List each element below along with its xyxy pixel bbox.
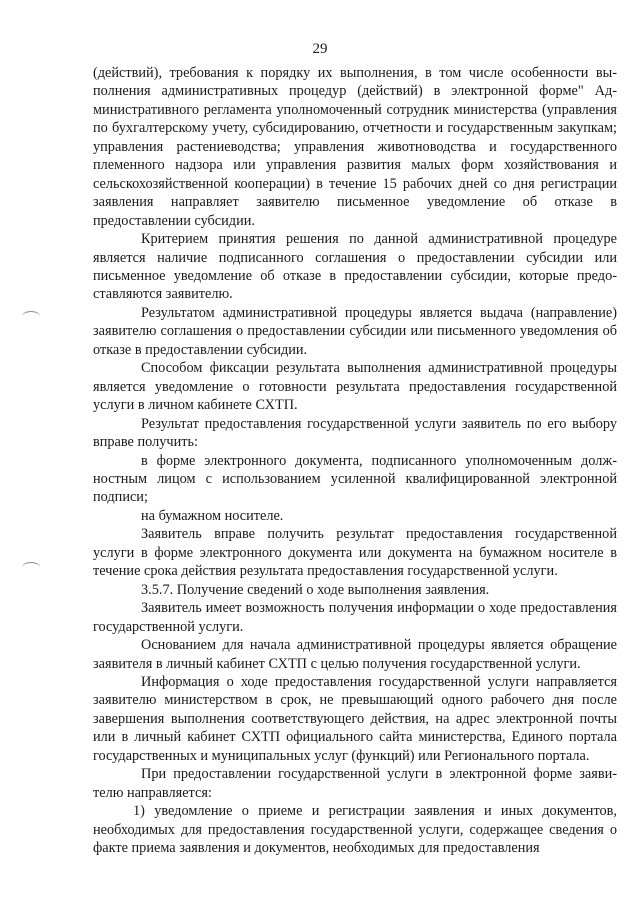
paragraph-continuation: (действий), требования к порядку их выполнения, в том числе особенности выполнения административных процедур (действий) в электронной форме" Административного регламента уполномоченный сотрудник министерства (управления по бухгалтерскому учету, субсидированию, отчетности и государственным закупкам; управления растениеводства; управления животноводства и государственного племенного надзора или управления развития малых форм хозяйствования и сельскохозяйственной кооперации) в течение 15 рабочих дней со дня регистрации заявления направляет заявителю письменное уведомление об отказе в предоставлении субсидии. xyxy=(93,65,617,229)
list-item-electronic-document: в форме электронного документа, подписанного уполномоченным должностным лицом с использованием усиленной квалифицированной электронной подписи; xyxy=(93,452,617,506)
paragraph-progress-info: Заявитель имеет возможность получения информации о ходе предоставления государственной услуги. xyxy=(93,600,617,635)
paragraph-progress-delivery: Информация о ходе предоставления государственной услуги направляется заявителю министерством в срок, не превышающий одного рабочего дня после завершения выполнения соответствующего действия, на адрес электронной почты или в личный кабинет СХТП официального сайта министерства, Единого портала государственных и муниципальных услуг (функций) или Регионального портала. xyxy=(93,673,617,764)
paragraph-electronic-notices: При предоставлении государственной услуги в электронной форме заявителю направляется: xyxy=(93,766,617,801)
paragraph-result-options: Результат предоставления государственной услуги заявитель по его выбору вправе получить: xyxy=(93,415,617,451)
page-number: 29 xyxy=(312,41,328,57)
document-body xyxy=(93,64,617,857)
margin-pencil-mark xyxy=(22,311,40,322)
list-item-1-acceptance-notice: 1) уведомление о приеме и регистрации заявления и иных документов, необходимых для предоставления государственной услуги, содержащее сведения о факте приема заявления и документов, необходимых для предоставления xyxy=(93,803,617,857)
paragraph-procedure-result: Результатом административной процедуры является выдача (направление) заявителю соглашения о предоставлении субсидии или письменного уведомления об отказе в предоставлении субсидии. xyxy=(93,304,617,358)
paragraph-decision-criterion: Критерием принятия решения по данной административной процедуре является наличие подписанного соглашения о предоставлении субсидии или письменное уведомление об отказе в предоставлении субсидии, которые предоставляются заявителю. xyxy=(93,231,617,303)
paragraph-result-validity: Заявитель вправе получить результат предоставления государственной услуги в форме электронного документа или документа на бумажном носителе в течение срока действия результата предоставления государственной услуги. xyxy=(93,526,617,580)
paragraph-procedure-basis: Основанием для начала административной процедуры является обращение заявителя в личный кабинет СХТП с целью получения государственной услуги. xyxy=(93,637,617,672)
margin-pencil-mark xyxy=(22,562,40,573)
list-item-paper-medium: на бумажном носителе. xyxy=(141,507,284,524)
section-heading-3-5-7: 3.5.7. Получение сведений о ходе выполнения заявления. xyxy=(141,581,490,598)
paragraph-result-recording: Способом фиксации результата выполнения административной процедуры является уведомление о готовности результата предоставления государственной услуги в личном кабинете СХТП. xyxy=(93,360,617,414)
